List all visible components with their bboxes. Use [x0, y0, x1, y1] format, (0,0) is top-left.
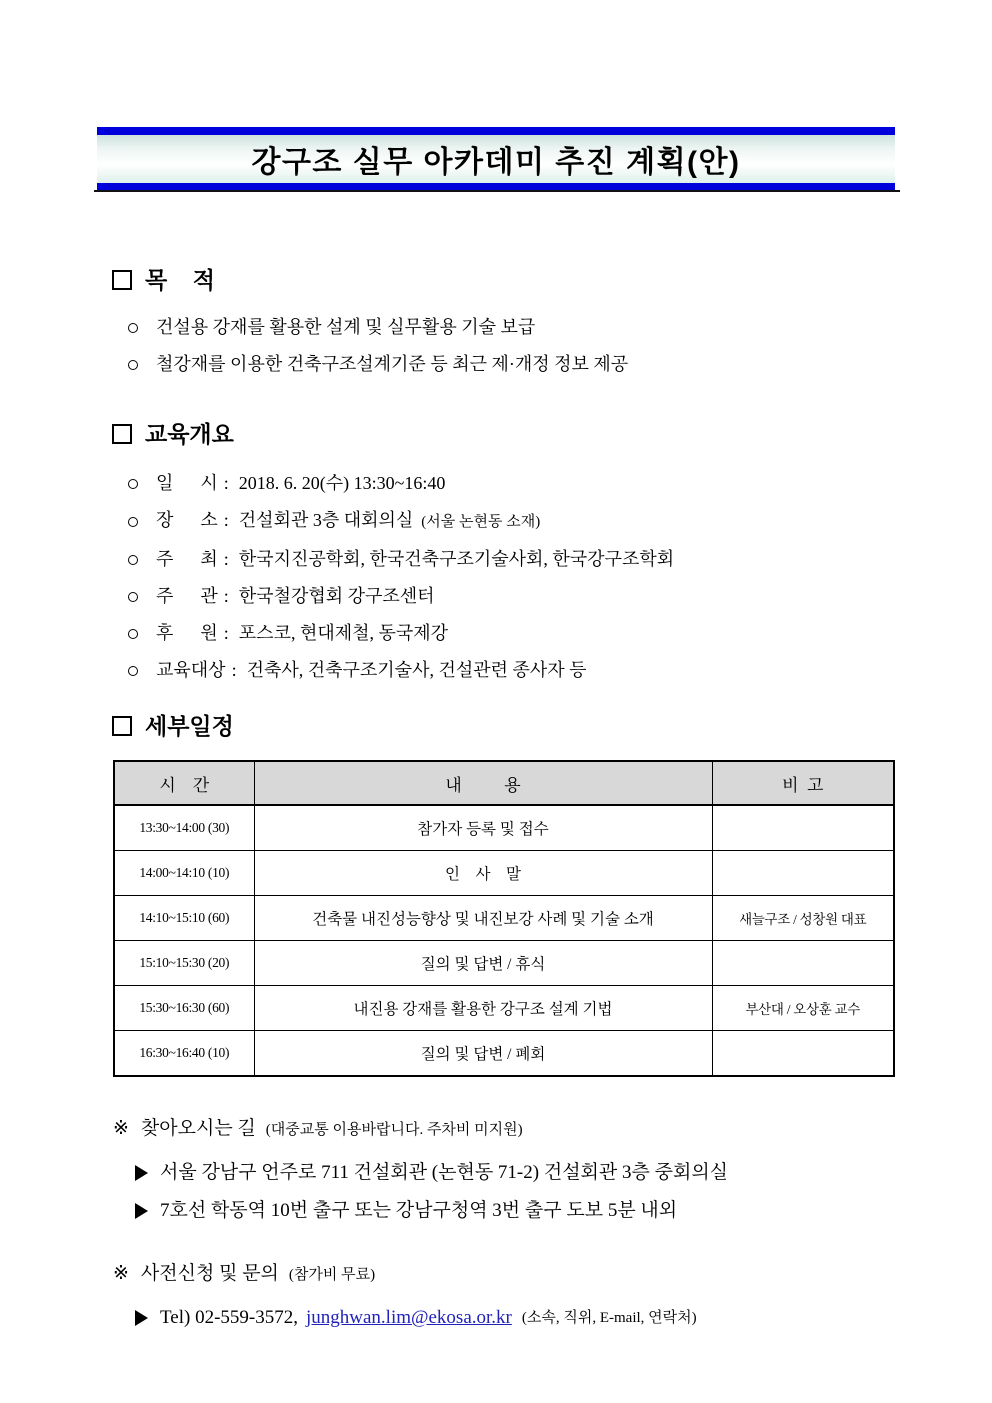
contact-heading-label: 사전신청 및 문의	[140, 1263, 279, 1284]
table-row	[114, 1031, 894, 1077]
list-item	[128, 578, 895, 615]
circle-bullet-icon	[128, 592, 138, 602]
triangle-bullet-icon	[135, 1203, 148, 1219]
column-header-note: 비 고	[712, 761, 894, 805]
document-content	[97, 190, 895, 1337]
cell-time: 15:10~15:30 (20)	[114, 941, 254, 986]
section-heading-purpose	[97, 265, 895, 295]
cell-note	[712, 805, 894, 851]
list-item	[128, 502, 895, 541]
reference-mark-icon: ※	[113, 1263, 129, 1284]
table-row	[114, 805, 894, 851]
overview-item-label: 주 최	[156, 549, 218, 569]
colon-separator: :	[223, 623, 229, 643]
square-bullet-icon	[112, 716, 132, 736]
overview-item-value: 건축사, 건축구조기술사, 건설관련 종사자 등	[246, 660, 587, 680]
directions-heading-note: (대중교통 이용바랍니다. 주차비 미지원)	[265, 1122, 523, 1138]
colon-separator: :	[231, 660, 237, 680]
overview-heading-label: 교육개요	[145, 421, 234, 447]
contact-heading	[97, 1260, 895, 1289]
cell-content: 참가자 등록 및 접수	[254, 805, 712, 851]
circle-bullet-icon	[128, 555, 138, 565]
list-item	[97, 1192, 895, 1230]
table-header-row	[114, 761, 894, 805]
directions-heading-label: 찾아오시는 길	[140, 1118, 256, 1139]
colon-separator: :	[223, 510, 229, 530]
triangle-bullet-icon	[135, 1310, 148, 1326]
schedule-heading-label: 세부일정	[145, 713, 234, 739]
section-heading-schedule	[97, 711, 895, 741]
section-heading-overview	[97, 419, 895, 449]
list-item	[128, 541, 895, 578]
overview-item-label: 교육대상	[156, 660, 226, 680]
directions-item-text: 7호선 학동역 10번 출구 또는 강남구청역 3번 출구 도보 5분 내외	[160, 1200, 678, 1221]
cell-note	[712, 851, 894, 896]
directions-heading	[97, 1115, 895, 1144]
overview-list	[97, 465, 895, 689]
cell-time: 13:30~14:00 (30)	[114, 805, 254, 851]
cell-content: 인 사 말	[254, 851, 712, 896]
overview-item-value: 한국지진공학회, 한국건축구조기술사회, 한국강구조학회	[238, 549, 675, 569]
cell-content: 건축물 내진성능향상 및 내진보강 사례 및 기술 소개	[254, 896, 712, 941]
schedule-table	[113, 760, 895, 1077]
page-title: 강구조 실무 아카데미 추진 계획(안)	[251, 146, 741, 179]
list-item	[128, 465, 895, 502]
triangle-bullet-icon	[135, 1165, 148, 1181]
colon-separator: :	[223, 549, 229, 569]
directions-item-text: 서울 강남구 언주로 711 건설회관 (논현동 71-2) 건설회관 3층 중회의실	[160, 1162, 729, 1183]
overview-item-label: 일 시	[156, 473, 218, 493]
table-row	[114, 851, 894, 896]
circle-bullet-icon	[128, 323, 138, 333]
purpose-item-text: 건설용 강재를 활용한 설계 및 실무활용 기술 보급	[156, 317, 536, 337]
circle-bullet-icon	[128, 360, 138, 370]
overview-item-label: 주 관	[156, 586, 218, 606]
banner-top-bar	[97, 127, 895, 135]
cell-time: 14:10~15:10 (60)	[114, 896, 254, 941]
reference-mark-icon: ※	[113, 1118, 129, 1139]
circle-bullet-icon	[128, 479, 138, 489]
list-item	[128, 615, 895, 652]
title-banner	[97, 127, 895, 192]
contact-line	[97, 1299, 895, 1337]
contact-tel: Tel) 02-559-3572,	[160, 1307, 298, 1328]
table-row	[114, 986, 894, 1031]
contact-note: (소속, 직위, E-mail, 연락처)	[521, 1310, 697, 1326]
overview-item-note: (서울 논현동 소재)	[421, 514, 541, 530]
cell-content: 질의 및 답변 / 폐회	[254, 1031, 712, 1077]
banner-bottom-bar	[97, 183, 895, 190]
purpose-item-text: 철강재를 이용한 건축구조설계기준 등 최근 제·개정 정보 제공	[156, 354, 629, 374]
overview-item-label: 후 원	[156, 623, 218, 643]
table-row	[114, 896, 894, 941]
colon-separator: :	[223, 586, 229, 606]
list-item	[128, 309, 895, 346]
circle-bullet-icon	[128, 517, 138, 527]
overview-item-value: 한국철강협회 강구조센터	[238, 586, 435, 606]
colon-separator: :	[223, 473, 229, 493]
cell-note: 새늘구조 / 성창원 대표	[712, 896, 894, 941]
list-item	[128, 346, 895, 383]
circle-bullet-icon	[128, 629, 138, 639]
overview-item-value: 2018. 6. 20(수) 13:30~16:40	[238, 473, 446, 493]
cell-note	[712, 941, 894, 986]
contact-heading-note: (참가비 무료)	[288, 1267, 376, 1283]
column-header-time: 시 간	[114, 761, 254, 805]
table-row	[114, 941, 894, 986]
cell-content: 내진용 강재를 활용한 강구조 설계 기법	[254, 986, 712, 1031]
email-link[interactable]: junghwan.lim@ekosa.or.kr	[305, 1307, 512, 1328]
overview-item-value: 건설회관 3층 대회의실	[238, 510, 414, 530]
overview-item-label: 장 소	[156, 510, 218, 530]
directions-list	[97, 1154, 895, 1230]
cell-time: 14:00~14:10 (10)	[114, 851, 254, 896]
overview-item-value: 포스코, 현대제철, 동국제강	[238, 623, 449, 643]
cell-note: 부산대 / 오상훈 교수	[712, 986, 894, 1031]
square-bullet-icon	[112, 424, 132, 444]
banner-body	[97, 135, 895, 183]
cell-time: 16:30~16:40 (10)	[114, 1031, 254, 1077]
cell-content: 질의 및 답변 / 휴식	[254, 941, 712, 986]
square-bullet-icon	[112, 270, 132, 290]
column-header-content: 내 용	[254, 761, 712, 805]
circle-bullet-icon	[128, 666, 138, 676]
list-item	[128, 652, 895, 689]
cell-time: 15:30~16:30 (60)	[114, 986, 254, 1031]
purpose-list	[97, 309, 895, 383]
cell-note	[712, 1031, 894, 1077]
list-item	[97, 1154, 895, 1192]
purpose-heading-label: 목 적	[145, 267, 215, 293]
